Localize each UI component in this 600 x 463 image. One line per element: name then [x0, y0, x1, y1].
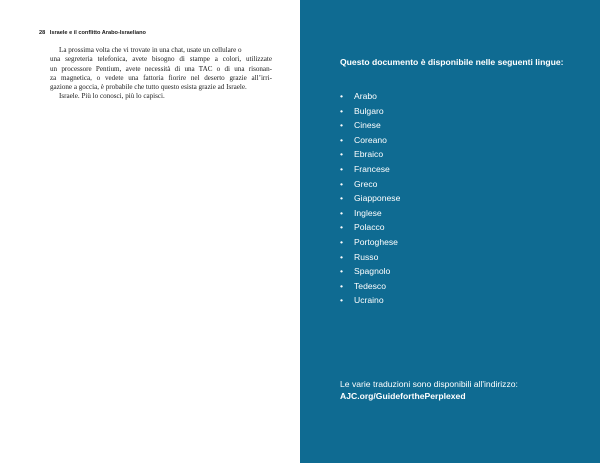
translations-link[interactable]: AJC.org/GuideforthePerplexed	[340, 391, 466, 401]
page-number: 28	[39, 30, 46, 36]
language-label: Inglese	[354, 207, 382, 218]
language-item	[340, 220, 400, 235]
language-label: Polacco	[354, 222, 385, 233]
language-label: Ebraico	[354, 149, 384, 160]
language-item	[340, 191, 400, 206]
running-head-title: Israele e il conflitto Arabo-Israeliano	[49, 30, 146, 36]
language-list	[340, 89, 400, 308]
language-label: Francese	[354, 163, 390, 174]
bullet-icon: •	[340, 280, 344, 291]
language-label: Tedesco	[354, 280, 387, 291]
bullet-icon: •	[340, 295, 344, 306]
bullet-icon: •	[340, 178, 344, 189]
language-item	[340, 235, 400, 250]
language-item	[340, 250, 400, 265]
bullet-icon: •	[340, 163, 344, 174]
language-label: Ucraino	[354, 295, 384, 306]
language-item	[340, 177, 400, 192]
language-item	[340, 279, 400, 294]
language-item	[340, 147, 400, 162]
body-paragraph	[50, 46, 272, 102]
bullet-icon: •	[340, 193, 344, 204]
translations-text: Le varie traduzioni sono disponibili all'indirizzo:	[340, 379, 518, 389]
bullet-icon: •	[340, 149, 344, 160]
bullet-icon: •	[340, 120, 344, 131]
language-item	[340, 104, 400, 119]
language-label: Arabo	[354, 91, 377, 101]
language-label: Portoghese	[354, 236, 398, 247]
languages-intro: Questo documento è disponibile nelle seguenti lingue:	[340, 57, 564, 67]
paragraph-line: La prossima volta che vi trovate in una chat, usate un cellulare o	[59, 46, 242, 54]
language-item	[340, 293, 400, 308]
language-label: Giapponese	[354, 193, 401, 204]
language-item	[340, 264, 400, 279]
language-label: Spagnolo	[354, 266, 391, 277]
bullet-icon: •	[340, 222, 344, 233]
bullet-icon: •	[340, 105, 344, 116]
right-page	[300, 0, 600, 463]
paragraph-line: una segreteria telefonica, avete bisogno di stampe a colori, utilizzate	[50, 55, 272, 64]
language-label: Greco	[354, 178, 378, 189]
paragraph-line: gazione a goccia, è probabile che tutto questo esista grazie ad Israele.	[50, 83, 247, 91]
bullet-icon: •	[340, 251, 344, 262]
running-head	[39, 30, 146, 36]
language-item	[340, 118, 400, 133]
language-item	[340, 206, 400, 221]
bullet-icon: •	[340, 134, 344, 145]
bullet-icon: •	[340, 266, 344, 277]
language-item	[340, 89, 400, 104]
bullet-icon: •	[340, 91, 344, 101]
language-item	[340, 162, 400, 177]
bullet-icon: •	[340, 207, 344, 218]
language-label: Coreano	[354, 134, 387, 145]
language-label: Bulgaro	[354, 105, 384, 116]
paragraph-line: za magnetica, o vedete una fattoria fiorire nel deserto grazie all’irri-	[50, 73, 272, 82]
translations-note	[340, 378, 590, 402]
language-item	[340, 133, 400, 148]
closing-line: Israele. Più lo conosci, più lo capisci.	[59, 92, 165, 101]
language-label: Russo	[354, 251, 379, 262]
paragraph-line: un processore Pentium, avete necessità di una TAC o di una risonan-	[50, 64, 272, 73]
language-label: Cinese	[354, 120, 381, 131]
bullet-icon: •	[340, 236, 344, 247]
